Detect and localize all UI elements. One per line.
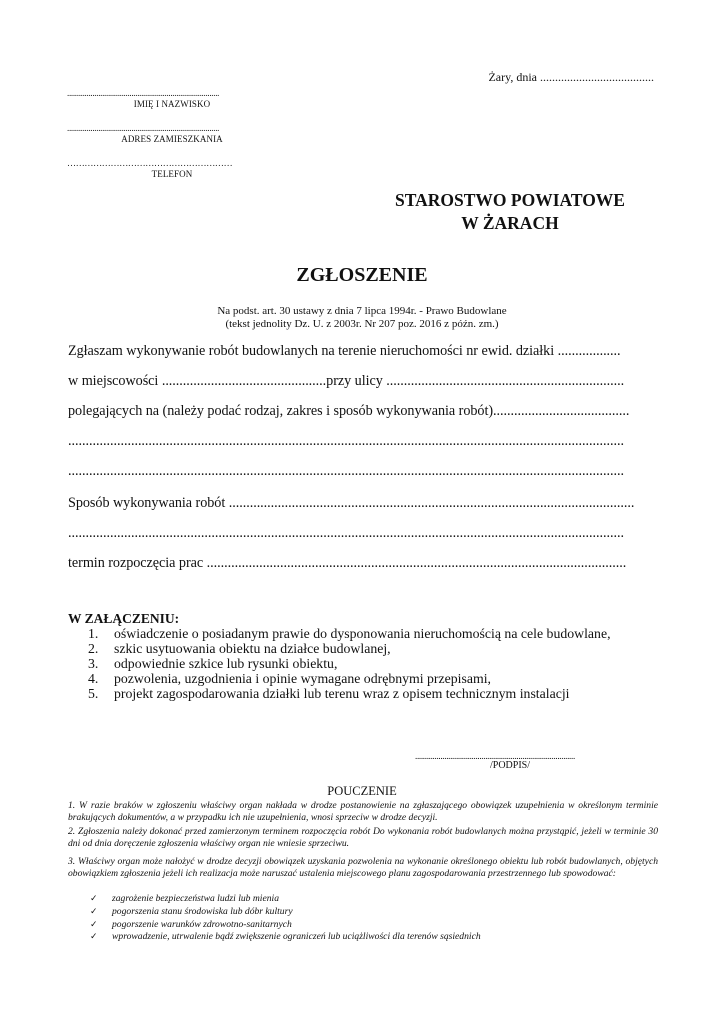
attachment-item: 1. oświadczenie o posiadanym prawie do dysponowania nieruchomością na cele budowlane, bbox=[88, 626, 611, 641]
location-street-field[interactable]: w miejscowości ...............................................przy ulicy .................................................................... bbox=[68, 373, 625, 389]
instructions-heading: POUCZENIE bbox=[327, 784, 397, 798]
checkmark-icon: ✓ bbox=[90, 894, 98, 904]
instruction-note-1: 1. W razie braków w zgłoszeniu właściwy organ nakłada w drodze postanowienie na zgłaszającego obowiązek uzupełnienia w określonym terminie brakujących dokumentów, a w przypadku ich nie uzupełnienia, wnosi sprzeciw w drodze decyzji. bbox=[68, 800, 658, 824]
attachment-item: 2. szkic usytuowania obiektu na działce budowlanej, bbox=[88, 641, 391, 656]
instruction-note-3: 3. Właściwy organ może nałożyć w drodze decyzji obowiązek uzyskania pozwolenia na wykonanie określonego obiektu lub robót budowlanych, objętych obowiązkiem zgłoszenia jeżeli ich realizacja może naruszać ustalenia miejscowego planu zagospodarowania przestrzennego lub spowodować: bbox=[68, 856, 658, 880]
office-location: W ŻARACH bbox=[461, 213, 559, 233]
attachments-heading: W ZAŁĄCZENIU: bbox=[68, 611, 180, 626]
list-item: ✓ pogorszenia stanu środowiska lub dóbr kultury bbox=[90, 905, 293, 917]
works-method-continued[interactable]: ............................................................................................................................................................... bbox=[68, 525, 625, 541]
signature-label: /PODPIS/ bbox=[489, 760, 530, 771]
legal-basis-line1: Na podst. art. 30 ustawy z dnia 7 lipca 1994r. - Prawo Budowlane bbox=[217, 305, 507, 317]
attachments-list bbox=[88, 626, 611, 701]
date-field[interactable]: Żary, dnia ...................................... bbox=[488, 70, 654, 84]
checkmark-icon: ✓ bbox=[90, 906, 98, 917]
phone-label: TELEFON bbox=[151, 169, 193, 179]
name-field[interactable]: .............................................................................. bbox=[67, 88, 220, 98]
attachment-item: 5. projekt zagospodarowania działki lub terenu wraz z opisem technicznym instalacji bbox=[88, 686, 570, 701]
conditions-list bbox=[90, 893, 481, 944]
list-item: ✓ zagrożenie bezpieczeństwa ludzi lub mienia bbox=[90, 893, 279, 904]
attachment-item: 4. pozwolenia, uzgodnienia i opinie wymagane odrębnymi przepisami, bbox=[88, 671, 492, 686]
start-date-field[interactable]: termin rozpoczęcia prac ........................................................................................................................ bbox=[68, 555, 627, 571]
address-label: ADRES ZAMIESZKANIA bbox=[121, 134, 223, 144]
address-field[interactable]: .............................................................................. bbox=[67, 123, 220, 133]
checkmark-icon: ✓ bbox=[90, 932, 98, 943]
works-description-continued-2[interactable]: ............................................................................................................................................................... bbox=[68, 463, 625, 479]
signature-field[interactable]: .................................................................................. bbox=[415, 751, 575, 761]
legal-basis-line2: (tekst jednolity Dz. U. z 2003r. Nr 207 poz. 2016 z późn. zm.) bbox=[225, 318, 499, 330]
works-description-field[interactable]: polegających na (należy podać rodzaj, zakres i sposób wykonywania robót)....................................... bbox=[68, 403, 630, 419]
name-label: IMIĘ I NAZWISKO bbox=[133, 99, 211, 109]
phone-field[interactable]: ………………………………………………… bbox=[67, 158, 233, 168]
attachment-item: 3. odpowiednie szkice lub rysunki obiektu, bbox=[88, 656, 338, 671]
office-name: STAROSTWO POWIATOWE bbox=[395, 190, 625, 210]
checkmark-icon: ✓ bbox=[90, 919, 98, 930]
list-item: ✓ wprowadzenie, utrwalenie bądź zwiększenie ograniczeń lub uciążliwości dla terenów sąsiednich bbox=[90, 931, 481, 943]
works-method-field[interactable]: Sposób wykonywania robót .................................................................................................................... bbox=[68, 495, 635, 511]
document-title: ZGŁOSZENIE bbox=[296, 264, 428, 286]
list-item: ✓ pogorszenie warunków zdrowotno-sanitarnych bbox=[90, 918, 292, 930]
plot-number-field[interactable]: Zgłaszam wykonywanie robót budowlanych na terenie nieruchomości nr ewid. działki .................. bbox=[68, 343, 621, 359]
instruction-note-2: 2. Zgłoszenia należy dokonać przed zamierzonym terminem rozpoczęcia robót Do wykonania robót budowlanych można przystąpić, jeżeli w terminie 30 dni od dnia doręczenie zgłoszenia właściwy organ nie wniesie sprzeciwu. bbox=[68, 826, 658, 850]
works-description-continued-1[interactable]: ............................................................................................................................................................... bbox=[68, 433, 625, 449]
